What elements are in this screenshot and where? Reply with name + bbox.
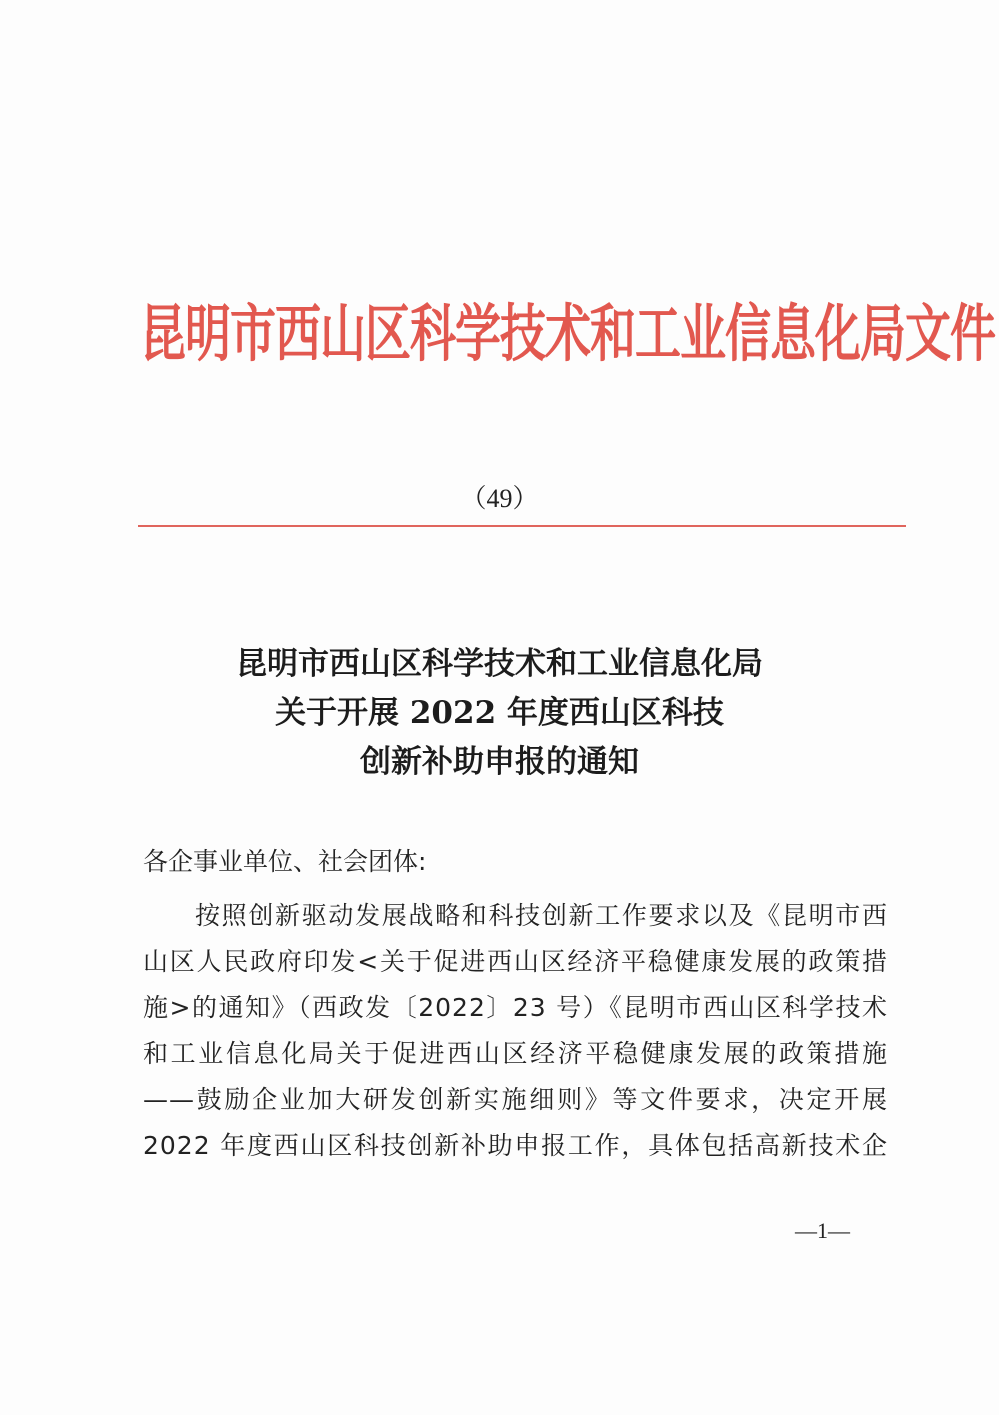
document-number: （49） xyxy=(460,484,539,513)
page-number: —1— xyxy=(795,1218,850,1243)
body-line-6: 2022 年度西山区科技创新补助申报工作，具体包括高新技术企 xyxy=(143,1131,888,1160)
body-line-2: 山区人民政府印发<关于促进西山区经济平稳健康发展的政策措 xyxy=(143,947,888,976)
title-line-1: 昆明市西山区科学技术和工业信息化局 xyxy=(236,646,763,682)
salutation: 各企事业单位、社会团体: xyxy=(143,847,427,876)
issuer-red-header: 昆明市西山区科学技术和工业信息化局文件 xyxy=(140,297,995,371)
body-line-4: 和工业信息化局关于促进西山区经济平稳健康发展的政策措施 xyxy=(143,1039,888,1068)
body-line-3: 施>的通知》（西政发〔2022〕23 号）《昆明市西山区科学技术 xyxy=(143,993,888,1022)
title-line-3: 创新补助申报的通知 xyxy=(360,744,639,780)
body-line-5: ——鼓励企业加大研发创新实施细则》等文件要求，决定开展 xyxy=(143,1085,888,1114)
red-separator-rule xyxy=(138,525,906,527)
body-line-1: 按照创新驱动发展战略和科技创新工作要求以及《昆明市西 xyxy=(195,901,888,930)
title-line-2: 关于开展 2022 年度西山区科技 xyxy=(275,695,724,731)
document-title xyxy=(0,640,999,787)
